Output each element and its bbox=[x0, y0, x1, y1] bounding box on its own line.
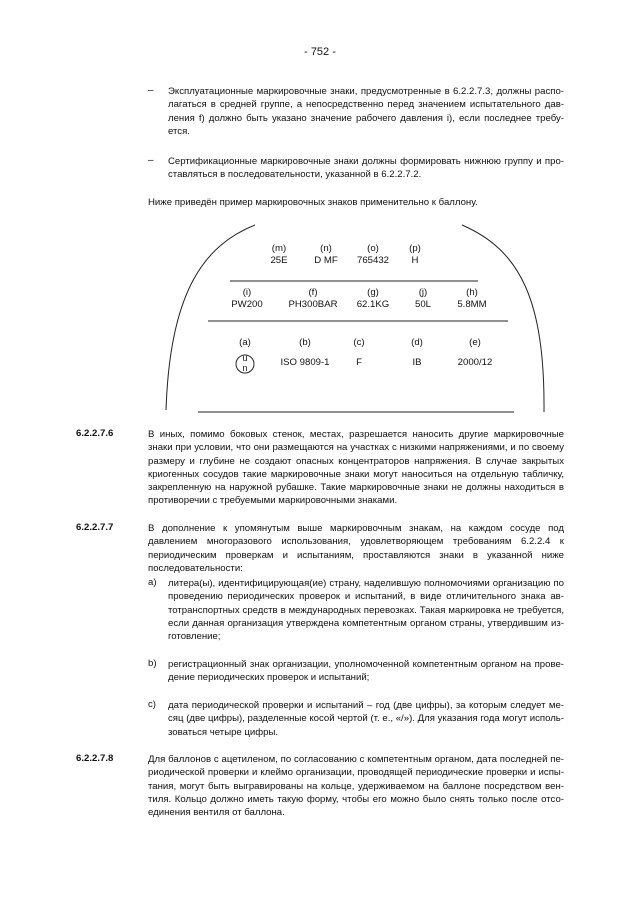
mark-label-o: (o) bbox=[367, 243, 379, 254]
cylinder-outline-left bbox=[166, 225, 255, 410]
un-symbol-n: n bbox=[242, 363, 248, 373]
mark-label-d: (d) bbox=[411, 337, 423, 348]
list-item-a: литера(ы), идентифицирующая(ие) страну, наделившую полномочиями организацию по проведению периодических проверок и испытаний, в виде отличительного знака автотранспортных средств в международных перевозках. Такая маркировка не требуется, если данная организация утверждена компетентным органом страны, утвердившим изготовление; bbox=[168, 578, 564, 643]
mark-label-n: (n) bbox=[320, 243, 332, 254]
mark-value-d: IB bbox=[412, 357, 422, 368]
un-symbol-letters bbox=[236, 353, 254, 373]
list-marker-a: a) bbox=[148, 577, 157, 588]
section-text: В дополнение к упомянутым выше маркировочным знакам, на каждом сосуде под давлением многоразового использования, удовлетворяющем требованиям 6.2.2.4 к периодическим проверкам и испытаниям, проставляются знаки в указанной ниже последовательности: bbox=[148, 523, 564, 574]
mark-label-f: (f) bbox=[308, 287, 318, 298]
section-text: Для баллонов с ацетиленом, по согласованию с компетентным органом, дата последней периодической проверки и клеймо организации, проводящей периодические проверки и испытания, могут быть выгравированы на кольце, удерживаемом на баллоне посредством вентиля. Кольцо должно иметь такую форму, чтобы его можно было снять только после отсоединения вентиля от баллона. bbox=[148, 754, 564, 819]
list-marker-b: b) bbox=[148, 658, 157, 669]
mark-value-f: PH300BAR bbox=[288, 299, 338, 310]
section-number: 6.2.2.7.6 bbox=[76, 428, 114, 439]
mark-label-g: (g) bbox=[367, 287, 379, 298]
section-number: 6.2.2.7.8 bbox=[76, 753, 114, 764]
mark-value-h: 5.8MM bbox=[457, 299, 487, 310]
mark-value-i: PW200 bbox=[231, 299, 263, 310]
cylinder-outline-right bbox=[462, 225, 544, 412]
list-marker-c: c) bbox=[148, 699, 156, 710]
un-symbol-u: u bbox=[242, 353, 248, 363]
mark-label-a: (a) bbox=[239, 337, 251, 348]
figure-intro: Ниже приведён пример маркировочных знаков применительно к баллону. bbox=[148, 197, 478, 208]
bullet-text-2: Сертификационные маркировочные знаки должны формировать нижнюю группу и проставляться в последовательности, указанной в 6.2.2.7.2. bbox=[168, 156, 564, 181]
bullet-marker: – bbox=[148, 155, 154, 166]
mark-label-c: (c) bbox=[353, 337, 365, 348]
mark-label-h: (h) bbox=[466, 287, 478, 298]
page-number: - 752 - bbox=[304, 46, 336, 58]
mark-label-m: (m) bbox=[271, 243, 287, 254]
mark-label-e: (e) bbox=[469, 337, 481, 348]
section-number: 6.2.2.7.7 bbox=[76, 522, 114, 533]
mark-value-g: 62.1KG bbox=[356, 299, 390, 310]
mark-label-j: (j) bbox=[418, 287, 428, 298]
mark-label-i: (i) bbox=[242, 287, 252, 298]
list-item-b: регистрационный знак организации, уполномоченной компетентным органом на проведение периодических проверок и испытаний; bbox=[168, 659, 564, 684]
mark-value-j: 50L bbox=[414, 299, 431, 310]
mark-value-o: 765432 bbox=[356, 255, 389, 266]
mark-value-m: 25E bbox=[270, 255, 288, 266]
mark-value-c: F bbox=[356, 357, 362, 368]
mark-value-b: ISO 9809-1 bbox=[280, 357, 330, 368]
mark-value-p: H bbox=[411, 255, 419, 266]
bullet-marker: – bbox=[148, 85, 154, 96]
list-item-c: дата периодической проверки и испытаний – год (две цифры), за которым следует месяц (две цифры), разделенные косой чертой (т. е., «/»). Для указания года могут использоваться четыре цифры. bbox=[168, 700, 564, 738]
bullet-text-1: Эксплуатационные маркировочные знаки, предусмотренные в 6.2.2.7.3, должны располагаться в средней группе, а непосредственно перед значением испытательного давления f) должно быть указано значение рабочего давления i), если последнее требуется. bbox=[168, 86, 564, 137]
mark-label-p: (p) bbox=[409, 243, 421, 254]
mark-label-b: (b) bbox=[299, 337, 311, 348]
section-text: В иных, помимо боковых стенок, местах, разрешается наносить другие маркировочные знаки при условии, что они размещаются на участках с низкими напряжениями, и по своему размеру и глубине не создают опасных концентраторов напряжения. В случае закрытых криогенных сосудов такие маркировочные знаки могут наноситься на отдельную табличку, закрепленную на наружной рубашке. Такие маркировочные знаки не должны находиться в противоречии с требуемыми маркировочными знаками. bbox=[148, 429, 564, 507]
mark-value-e: 2000/12 bbox=[457, 357, 493, 368]
mark-value-n: D MF bbox=[314, 255, 338, 266]
